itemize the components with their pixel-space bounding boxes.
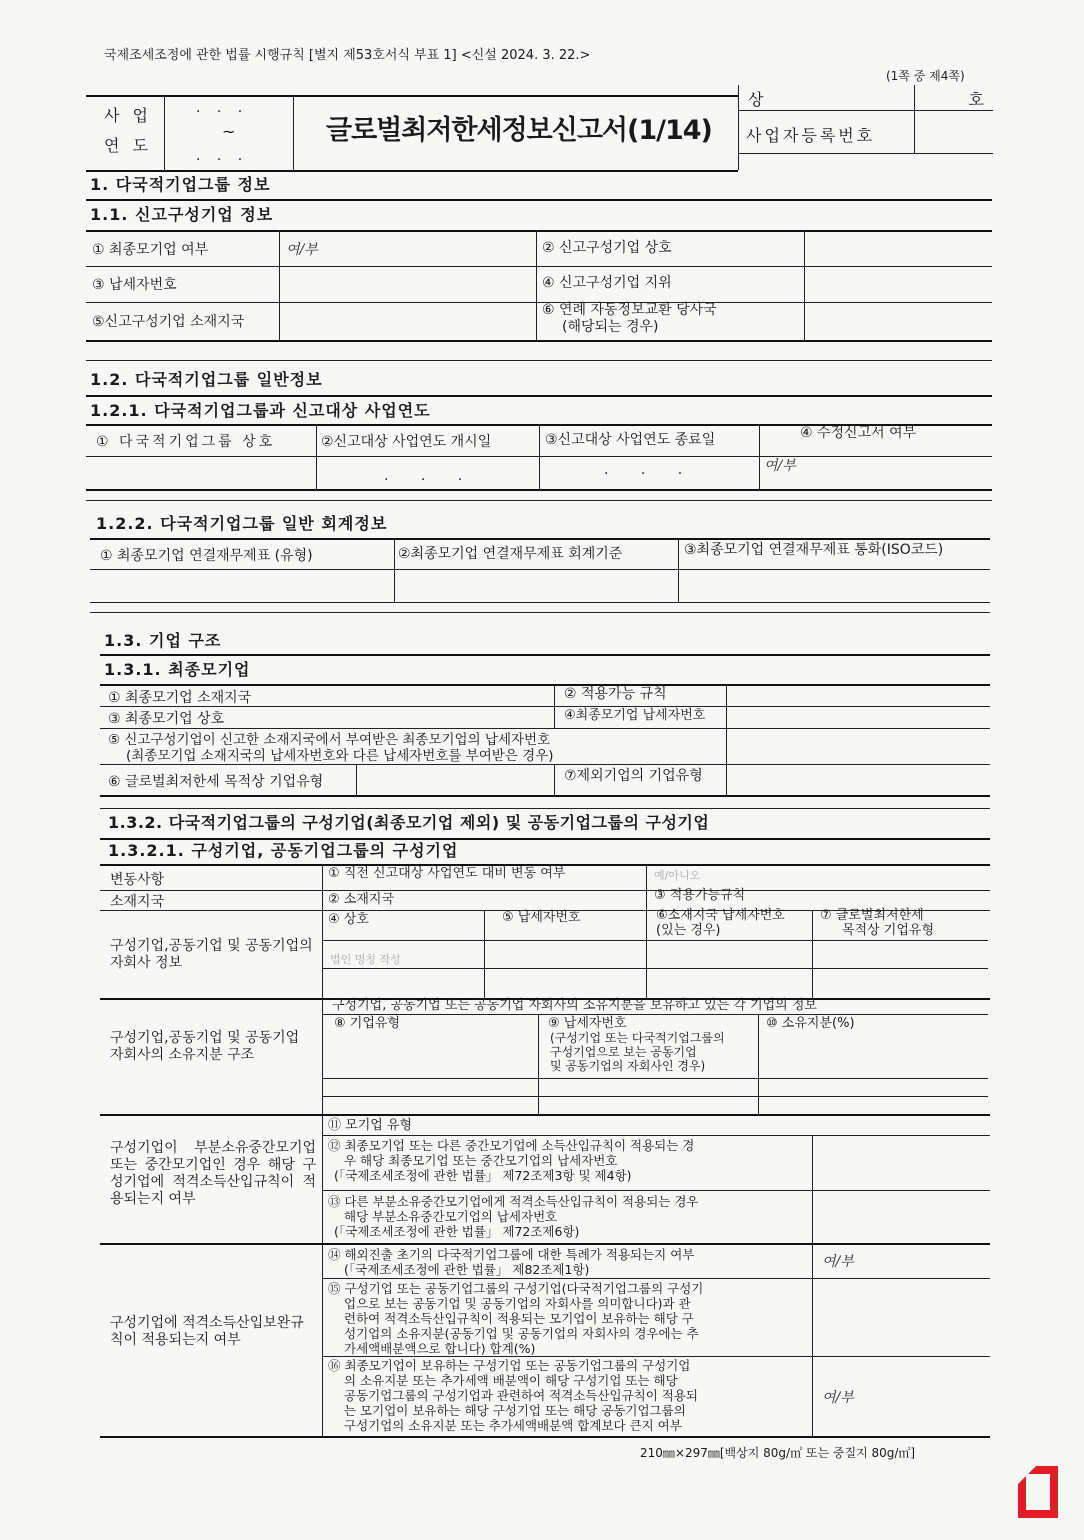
reporting-entity-status-label: ④ 신고구성기업 지위	[542, 275, 672, 291]
tilde: ~	[222, 122, 236, 141]
end-date-dots: . . .	[196, 148, 249, 164]
globe-type-col-2: 목적상 기업유형	[842, 923, 935, 938]
q16-value[interactable]: 여/부	[822, 1390, 854, 1406]
excluded-entity-type-label: ⑦제외기업의 기업유형	[564, 768, 703, 784]
q16-line5: 구성기업의 소유지분 또는 추가세액배분액 합계보다 큰지 여부	[344, 1418, 682, 1433]
section-1-1-title: 1.1. 신고구성기업 정보	[90, 205, 274, 224]
jurisdiction-field-label: ② 소재지국	[328, 892, 395, 907]
change-question: ① 직전 신고대상 사업연도 대비 변동 여부	[328, 866, 566, 881]
q12-line1: ⑫ 최종모기업 또는 다른 중간모기업에 소득산입규칙이 적용되는 경	[328, 1138, 695, 1153]
group-name-header: ① 다국적기업그룹 상호	[96, 434, 276, 450]
q16-line4: 는 모기업이 보유하는 해당 구성기업 또는 해당 공동기업그룹의	[344, 1403, 686, 1418]
upe-alt-tin-note: (최종모기업 소재지국의 납세자번호와 다른 납세자번호를 부여받은 경우)	[126, 748, 554, 764]
section-1-2-1-title: 1.2.1. 다국적기업그룹과 신고대상 사업연도	[90, 401, 431, 420]
reporting-entity-name-label: ② 신고구성기업 상호	[542, 240, 672, 256]
q15-line1: ⑮ 구성기업 또는 공동기업그룹의 구성기업(다국적기업그룹의 구성기	[328, 1281, 704, 1296]
fs-type-header: ① 최종모기업 연결재무제표 (유형)	[100, 548, 313, 564]
fiscal-end-dots: . . .	[604, 462, 697, 478]
amended-return-header: ④ 수정신고서 여부	[800, 425, 917, 441]
ultimate-parent-flag-label: ① 최종모기업 여부	[92, 242, 209, 258]
regulation-caption: 국제조세조정에 관한 법률 시행규칙 [별지 제53호서식 부표 1] <신설 2024. 3. 22.>	[104, 48, 591, 63]
section-1-3-2-title: 1.3.2. 다국적기업그룹의 구성기업(최종모기업 제외) 및 공동기업그룹의 구성기업	[108, 813, 710, 832]
amended-return-value[interactable]: 여/부	[764, 458, 796, 474]
fs-currency-header: ③최종모기업 연결재무제표 통화(ISO코드)	[684, 542, 944, 558]
q13-line1: ⑬ 다른 부분소유중간모기업에게 적격소득산입규칙이 적용되는 경우	[328, 1194, 699, 1209]
entity-tin-col: ⑤ 납세자번호	[502, 910, 581, 925]
ultimate-parent-flag-value[interactable]: 여/부	[286, 242, 318, 258]
exchange-partner-label: ⑥ 연례 자동정보교환 당사국	[542, 302, 717, 318]
fiscal-start-dots: . . .	[384, 468, 477, 484]
exchange-partner-note: (해당되는 경우)	[562, 319, 659, 335]
business-year-label: 사 업	[104, 106, 152, 125]
upe-alt-tin-label: ⑤ 신고구성기업이 신고한 소재지국에서 부여받은 최종모기업의 납세자번호	[108, 732, 551, 748]
q16-line3: 공동기업그룹의 구성기업과 관련하여 적격소득산입규칙이 적용되	[344, 1388, 698, 1403]
q16-line2: 의 소유지분 또는 추가세액 배분액이 해당 구성기업 또는 해당	[344, 1373, 678, 1388]
owner-tin-note-3: 및 공동기업의 자회사인 경우)	[550, 1059, 706, 1073]
change-hint[interactable]: 예/아니오	[654, 869, 701, 882]
page-title: 글로벌최저한세정보신고서(1/14)	[326, 115, 712, 146]
local-tin-note: (있는 경우)	[656, 923, 721, 938]
local-tin-col: ⑥소재지국 납세자번호	[656, 908, 785, 923]
jurisdiction-row-label: 소재지국	[110, 894, 165, 910]
q13-line3: (「국제조세조정에 관한 법률」 제72조제6항)	[334, 1224, 580, 1239]
globe-entity-type-label: ⑥ 글로벌최저한세 목적상 기업유형	[108, 774, 324, 790]
owner-tin-note-1: (구성기업 또는 다국적기업그룹의	[550, 1031, 725, 1045]
ownership-pct-col: ⑩ 소유지분(%)	[766, 1016, 855, 1031]
entity-name-col: ④ 상호	[328, 912, 369, 927]
upe-taxpayer-number-label: ④최종모기업 납세자번호	[564, 708, 706, 723]
section-1-3-1-title: 1.3.1. 최종모기업	[104, 660, 251, 679]
applicable-rules-field-label: ③ 적용가능규칙	[654, 888, 746, 903]
q15-line3: 련하여 적격소득산입규칙이 적용되는 모기업이 보유하는 해당 구	[344, 1311, 694, 1326]
upe-jurisdiction-label: ① 최종모기업 소재지국	[108, 690, 252, 706]
ownership-structure-label: 구성기업,공동기업 및 공동기업 자회사의 소유지분 구조	[110, 1030, 300, 1063]
upe-name-label: ③ 최종모기업 상호	[108, 711, 225, 727]
owner-tin-col: ⑨ 납세자번호	[548, 1016, 627, 1031]
section-1-3-2-1-title: 1.3.2.1. 구성기업, 공동기업그룹의 구성기업	[108, 841, 459, 860]
q14-value[interactable]: 여/부	[822, 1254, 854, 1270]
globe-type-col: ⑦ 글로벌최저한세	[820, 908, 924, 923]
fiscal-start-header: ②신고대상 사업연도 개시일	[321, 434, 492, 450]
page-info: (1쪽 중 제4쪽)	[886, 69, 965, 83]
parent-type-label: ⑪ 모기업 유형	[328, 1118, 413, 1133]
newspaper-logo-icon	[1012, 1462, 1064, 1522]
q12-line3: (「국제조세조정에 관한 법률」 제72조제3항 및 제4항)	[334, 1168, 632, 1183]
fiscal-end-header: ③신고대상 사업연도 종료일	[545, 432, 716, 448]
entity-info-label: 구성기업,공동기업 및 공동기업의 자회사 정보	[110, 938, 313, 971]
entity-name-hint[interactable]: 법인 명칭 작성	[330, 953, 401, 966]
start-date-dots: . . .	[196, 100, 249, 116]
q15-line5: 가세액배분액으로 합니다) 합계(%)	[344, 1341, 536, 1356]
change-row-label: 변동사항	[110, 872, 165, 888]
q13-line2: 해당 부분소유중간모기업의 납세자번호	[344, 1209, 558, 1224]
section-1-title: 1. 다국적기업그룹 정보	[90, 175, 271, 194]
section-1-2-title: 1.2. 다국적기업그룹 일반정보	[90, 370, 323, 389]
reporting-jurisdiction-label: ⑤신고구성기업 소재지국	[92, 314, 245, 330]
q15-line2: 업으로 보는 공동기업 및 공동기업의 자회사를 의미합니다)과 관	[344, 1296, 691, 1311]
ownership-header: 구성기업, 공동기업 또는 공동기업 자회사의 소유지분을 보유하고 있는 각 기업의 정보	[332, 998, 817, 1013]
q12-line2: 우 해당 최종모기업 또는 중간모기업의 납세자번호	[344, 1153, 618, 1168]
paper-spec: 210㎜×297㎜[백상지 80g/㎡ 또는 중질지 80g/㎡]	[640, 1446, 916, 1460]
owner-tin-note-2: 구성기업으로 보는 공동기업	[550, 1045, 697, 1059]
taxpayer-number-label: ③ 납세자번호	[92, 277, 177, 293]
iir-applicable-label: 구성기업이 부분소유중간모기업 또는 중간모기업인 경우 해당 구성기업에 적격소득산입규칙이 적용되는지 여부	[110, 1140, 316, 1207]
utpr-applicable-label: 구성기업에 적격소득산입보완규칙이 적용되는지 여부	[110, 1315, 304, 1348]
business-registration-label: 사업자등록번호	[746, 126, 876, 145]
q16-line1: ⑯ 최종모기업이 보유하는 구성기업 또는 공동기업그룹의 구성기업	[328, 1358, 691, 1373]
fs-standard-header: ②최종모기업 연결재무제표 회계기준	[398, 546, 623, 562]
company-name-label: 상 호	[748, 90, 1084, 109]
q14-line1: ⑭ 해외진출 초기의 다국적기업그룹에 대한 특례가 적용되는지 여부	[328, 1247, 695, 1262]
business-year-label-2: 연 도	[104, 136, 152, 155]
entity-type-col: ⑧ 기업유형	[334, 1016, 401, 1031]
section-1-2-2-title: 1.2.2. 다국적기업그룹 일반 회계정보	[96, 514, 388, 533]
applicable-rule-label: ② 적용가능 규칙	[564, 686, 667, 702]
q14-line2: (「국제조세조정에 관한 법률」 제82조제1항)	[344, 1262, 590, 1277]
section-1-3-title: 1.3. 기업 구조	[104, 631, 222, 650]
q15-line4: 성기업의 소유지분(공동기업 및 공동기업의 자회사의 경우에는 추	[344, 1326, 699, 1341]
